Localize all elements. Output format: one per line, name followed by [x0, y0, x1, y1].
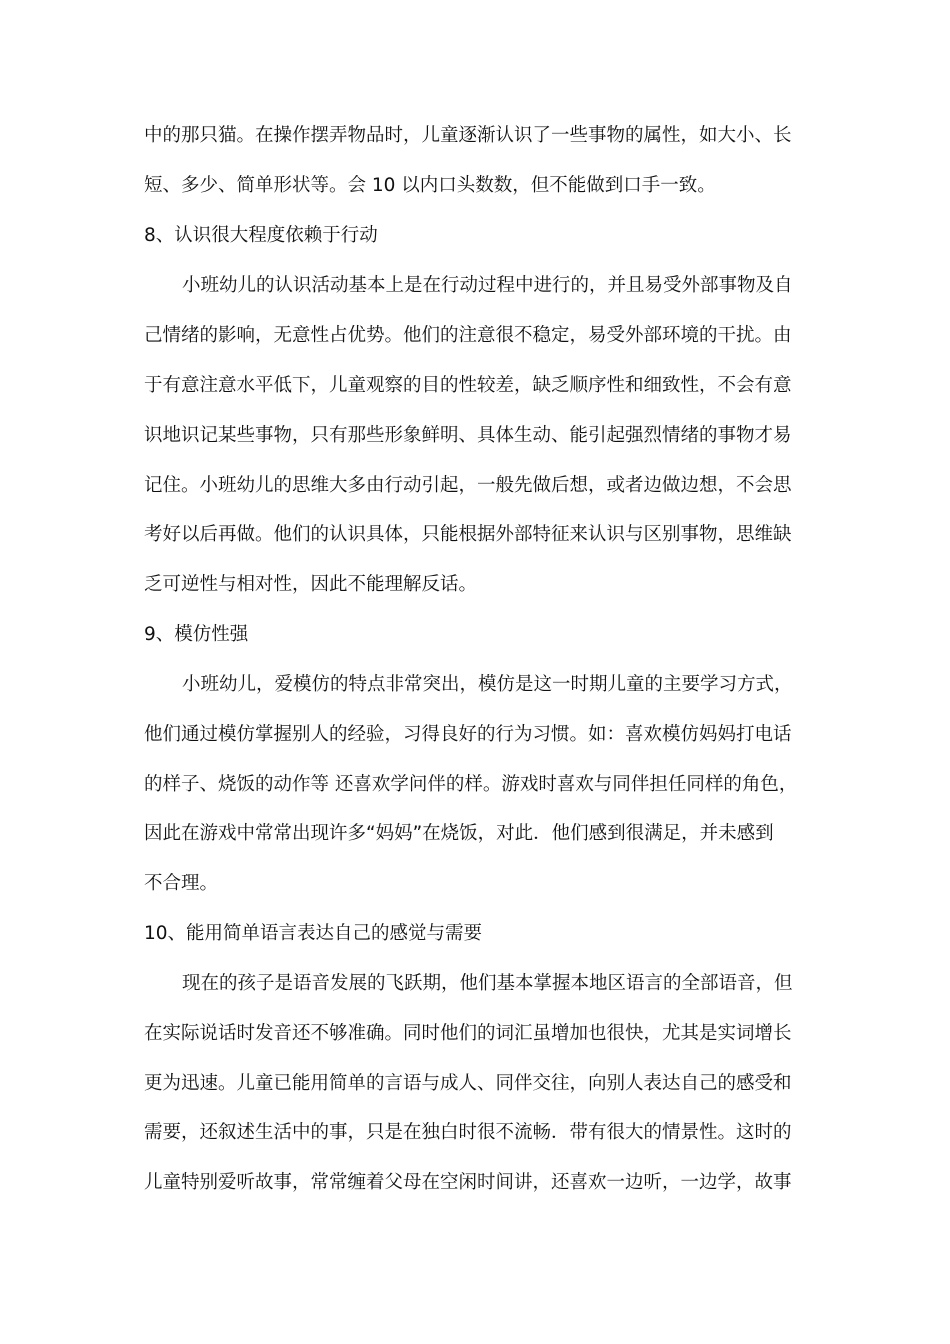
paragraph-line: 现在的孩子是语音发展的飞跃期，他们基本掌握本地区语言的全部语音，但 [182, 973, 793, 994]
paragraph-line: 的样子、烧饭的动作等 还喜欢学问伴的样。游戏时喜欢与同伴担任同样的角色， [144, 774, 798, 795]
paragraph-line: 需要，还叙述生活中的事，只是在独白时很不流畅．带有很大的情景性。这时的 [144, 1122, 792, 1143]
paragraph-line: 在实际说话时发音还不够准确。同时他们的词汇虽增加也很快，尤其是实词增长 [144, 1023, 792, 1044]
paragraph-line: 记住。小班幼儿的思维大多由行动引起，一般先做后想，或者边做边想，不会思 [144, 475, 792, 496]
paragraph-line: 短、多少、简单形状等。会 10 以内口头数数，但不能做到口手一致。 [144, 175, 716, 196]
paragraph-line: 乏可逆性与相对性，因此不能理解反话。 [144, 574, 478, 595]
paragraph-line: 考好以后再做。他们的认识具体，只能根据外部特征来认识与区别事物，思维缺 [144, 524, 792, 545]
section-heading: 9、模仿性强 [144, 624, 249, 645]
paragraph-line: 小班幼儿的认识活动基本上是在行动过程中进行的，并且易受外部事物及自 [182, 275, 793, 296]
paragraph-line: 他们通过模仿掌握别人的经验，习得良好的行为习惯。如：喜欢模仿妈妈打电话 [144, 724, 792, 745]
paragraph-line: 于有意注意水平低下，儿童观察的目的性较差，缺乏顺序性和细致性，不会有意 [144, 375, 792, 396]
paragraph-line: 因此在游戏中常常出现许多“妈妈”在烧饭，对此．他们感到很满足，并未感到 [144, 823, 774, 844]
section-heading: 8、认识很大程度依赖于行动 [144, 225, 378, 246]
paragraph-line: 不合理。 [144, 873, 219, 894]
section-heading: 10、能用简单语言表达自己的感觉与需要 [144, 923, 483, 944]
paragraph-line: 更为迅速。儿童已能用简单的言语与成人、同伴交往，向别人表达自己的感受和 [144, 1073, 792, 1094]
paragraph-line: 儿童特别爱听故事，常常缠着父母在空闲时间讲，还喜欢一边听，一边学，故事 [144, 1172, 792, 1193]
paragraph-line: 己情绪的影响，无意性占优势。他们的注意很不稳定，易受外部环境的干扰。由 [144, 325, 792, 346]
paragraph-line: 识地识记某些事物，只有那些形象鲜明、具体生动、能引起强烈情绪的事物才易 [144, 425, 792, 446]
paragraph-line: 小班幼儿，爱模仿的特点非常突出，模仿是这一时期儿童的主要学习方式， [182, 674, 793, 695]
paragraph-line: 中的那只猫。在操作摆弄物品时，儿童逐渐认识了一些事物的属性，如大小、长 [144, 125, 792, 146]
